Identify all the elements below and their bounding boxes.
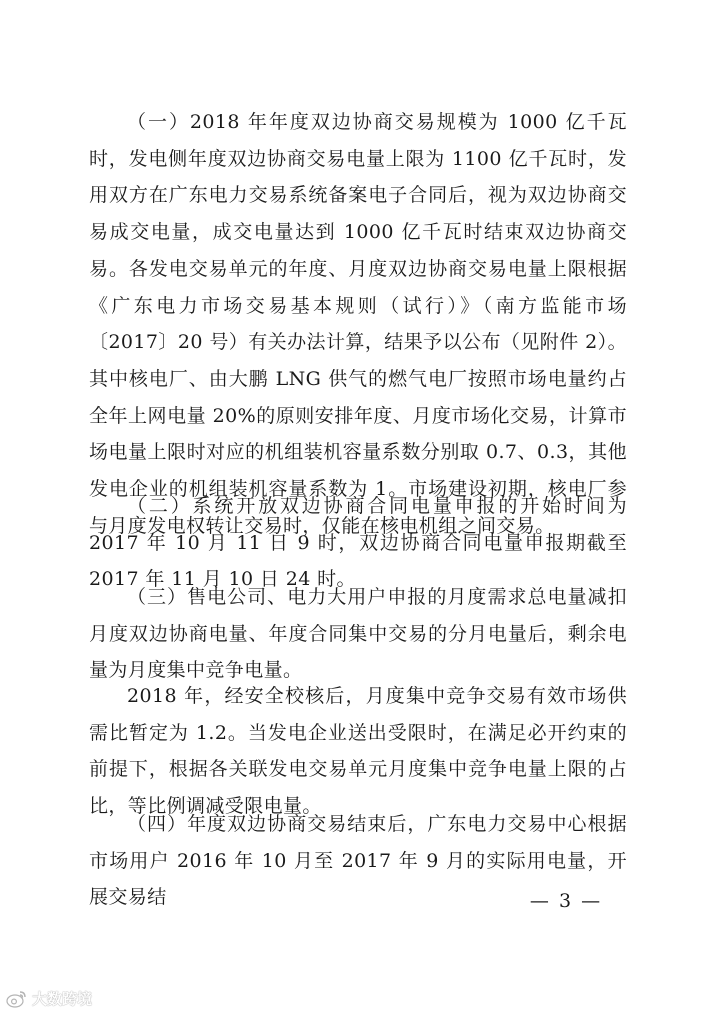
page-number: — 3 — [529, 890, 603, 912]
weibo-logo-icon [6, 989, 28, 1009]
paragraph-5: （四）年度双边协商交易结束后，广东电力交易中心根据市场用户 2016 年 10 月至 2017 年 9 月的实际用电量，开展交易结 [89, 813, 627, 909]
paragraph-3: （三）售电公司、电力大用户申报的月度需求总电量减扣月度双边协商电量、年度合同集中交易的分月电量后，剩余电量为月度集中竞争电量。 [89, 586, 627, 682]
paragraph-2: （二）系统开放双边协商合同电量申报的开始时间为 2017 年 10 月 11 日 9 时，双边协商合同电量申报期截至 2017 年 11 月 10 日 24 时。 [89, 495, 627, 591]
paragraph-4: 2018 年，经安全校核后，月度集中竞争交易有效市场供需比暂定为 1.2。当发电企业送出受限时，在满足必开约束的前提下，根据各关联发电交易单元月度集中竞争电量上限的占比，等比例调减受限电量。 [89, 685, 627, 818]
paragraph-1: （一）2018 年年度双边协商交易规模为 1000 亿千瓦时，发电侧年度双边协商交易电量上限为 1100 亿千瓦时，发用双方在广东电力交易系统备案电子合同后，视为双边协商交易成交电量，成交电量达到 1000 亿千瓦时结束双边协商交易。各发电交易单元的年度、月度双边协商交易电量上限根据《广东电力市场交易基本规则（试行）》（南方监能市场〔2017〕20 号）有关办法计算，结果予以公布（见附件 2）。其中核电厂、由大鹏 LNG 供气的燃气电厂按照市场电量约占全年上网电量 20%的原则安排年度、月度市场化交易，计算市场电量上限时对应的机组装机容量系数分别取 0.7、0.3，其他发电企业的机组装机容量系数为 1。市场建设初期，核电厂参与月度发电权转让交易时，仅能在核电机组之间交易。 [89, 111, 627, 537]
watermark [6, 988, 92, 1009]
watermark-text: 大数跨境 [32, 990, 93, 1008]
